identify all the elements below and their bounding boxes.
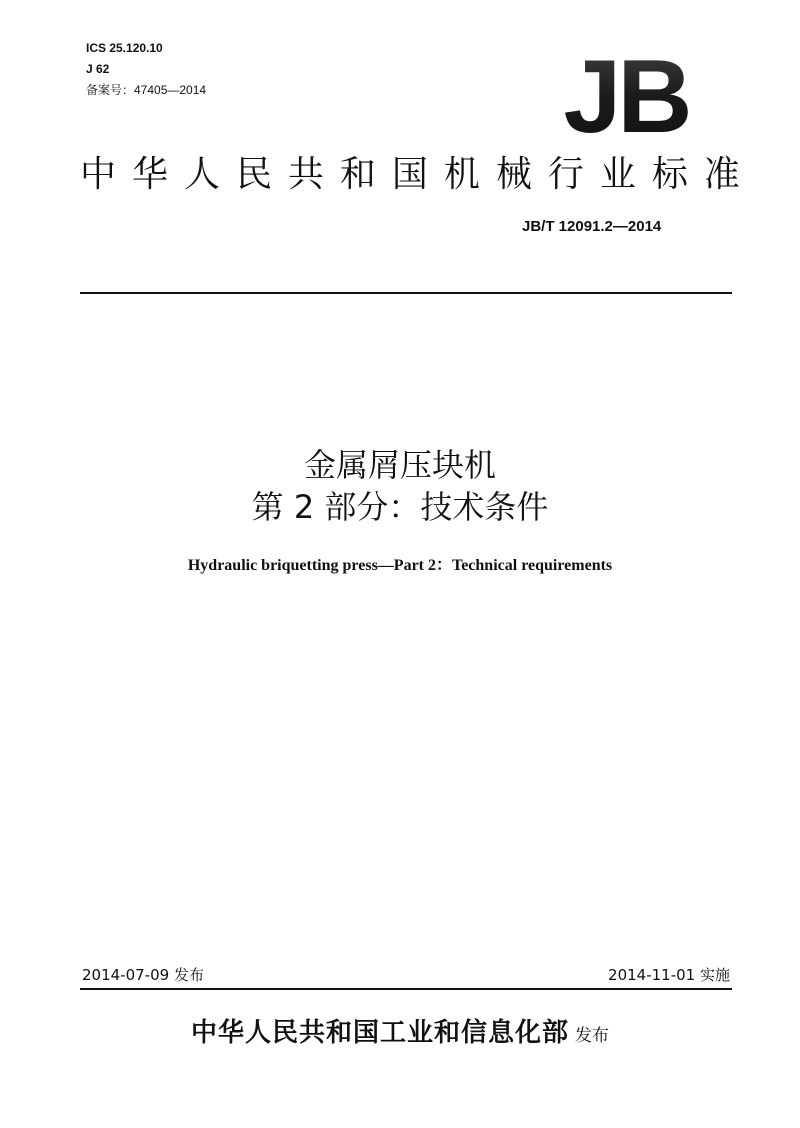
j-code: J 62 [86, 62, 110, 76]
title-chinese-line-2: 第 2 部分：技术条件 [251, 488, 549, 526]
category-char: 人 [183, 154, 220, 195]
category-char: 共 [287, 154, 324, 195]
top-divider [80, 292, 732, 294]
category-char: 行 [547, 154, 584, 195]
issuer-name: 中华人民共和国工业和信息化部 [190, 1018, 569, 1048]
standard-category [80, 150, 740, 200]
issue-date: 2014-07-09 发布 [82, 966, 204, 984]
filing-number: 备案号：47405—2014 [86, 83, 207, 97]
category-char: 民 [235, 154, 272, 195]
title-chinese-line-1: 金属屑压块机 [303, 446, 496, 484]
category-char: 机 [443, 154, 480, 195]
implementation-date: 2014-11-01 实施 [608, 966, 730, 984]
issuer-action: 发布 [575, 1026, 609, 1046]
category-char: 华 [131, 154, 168, 195]
category-char: 械 [495, 154, 532, 195]
category-char: 准 [703, 154, 740, 195]
title-english: Hydraulic briquetting press—Part 2：Technical requirements [187, 557, 613, 574]
ics-code: ICS 25.120.10 [86, 41, 163, 55]
issuer-line [0, 1012, 800, 1049]
jb-logo-text: JB [563, 50, 689, 140]
category-char: 和 [339, 154, 376, 195]
bottom-divider [80, 988, 732, 990]
category-char: 标 [651, 154, 688, 195]
standard-number: JB/T 12091.2—2014 [522, 218, 662, 235]
category-char: 中 [80, 154, 117, 195]
jb-logo [546, 50, 706, 140]
category-char: 国 [391, 154, 428, 195]
category-char: 业 [599, 154, 636, 195]
